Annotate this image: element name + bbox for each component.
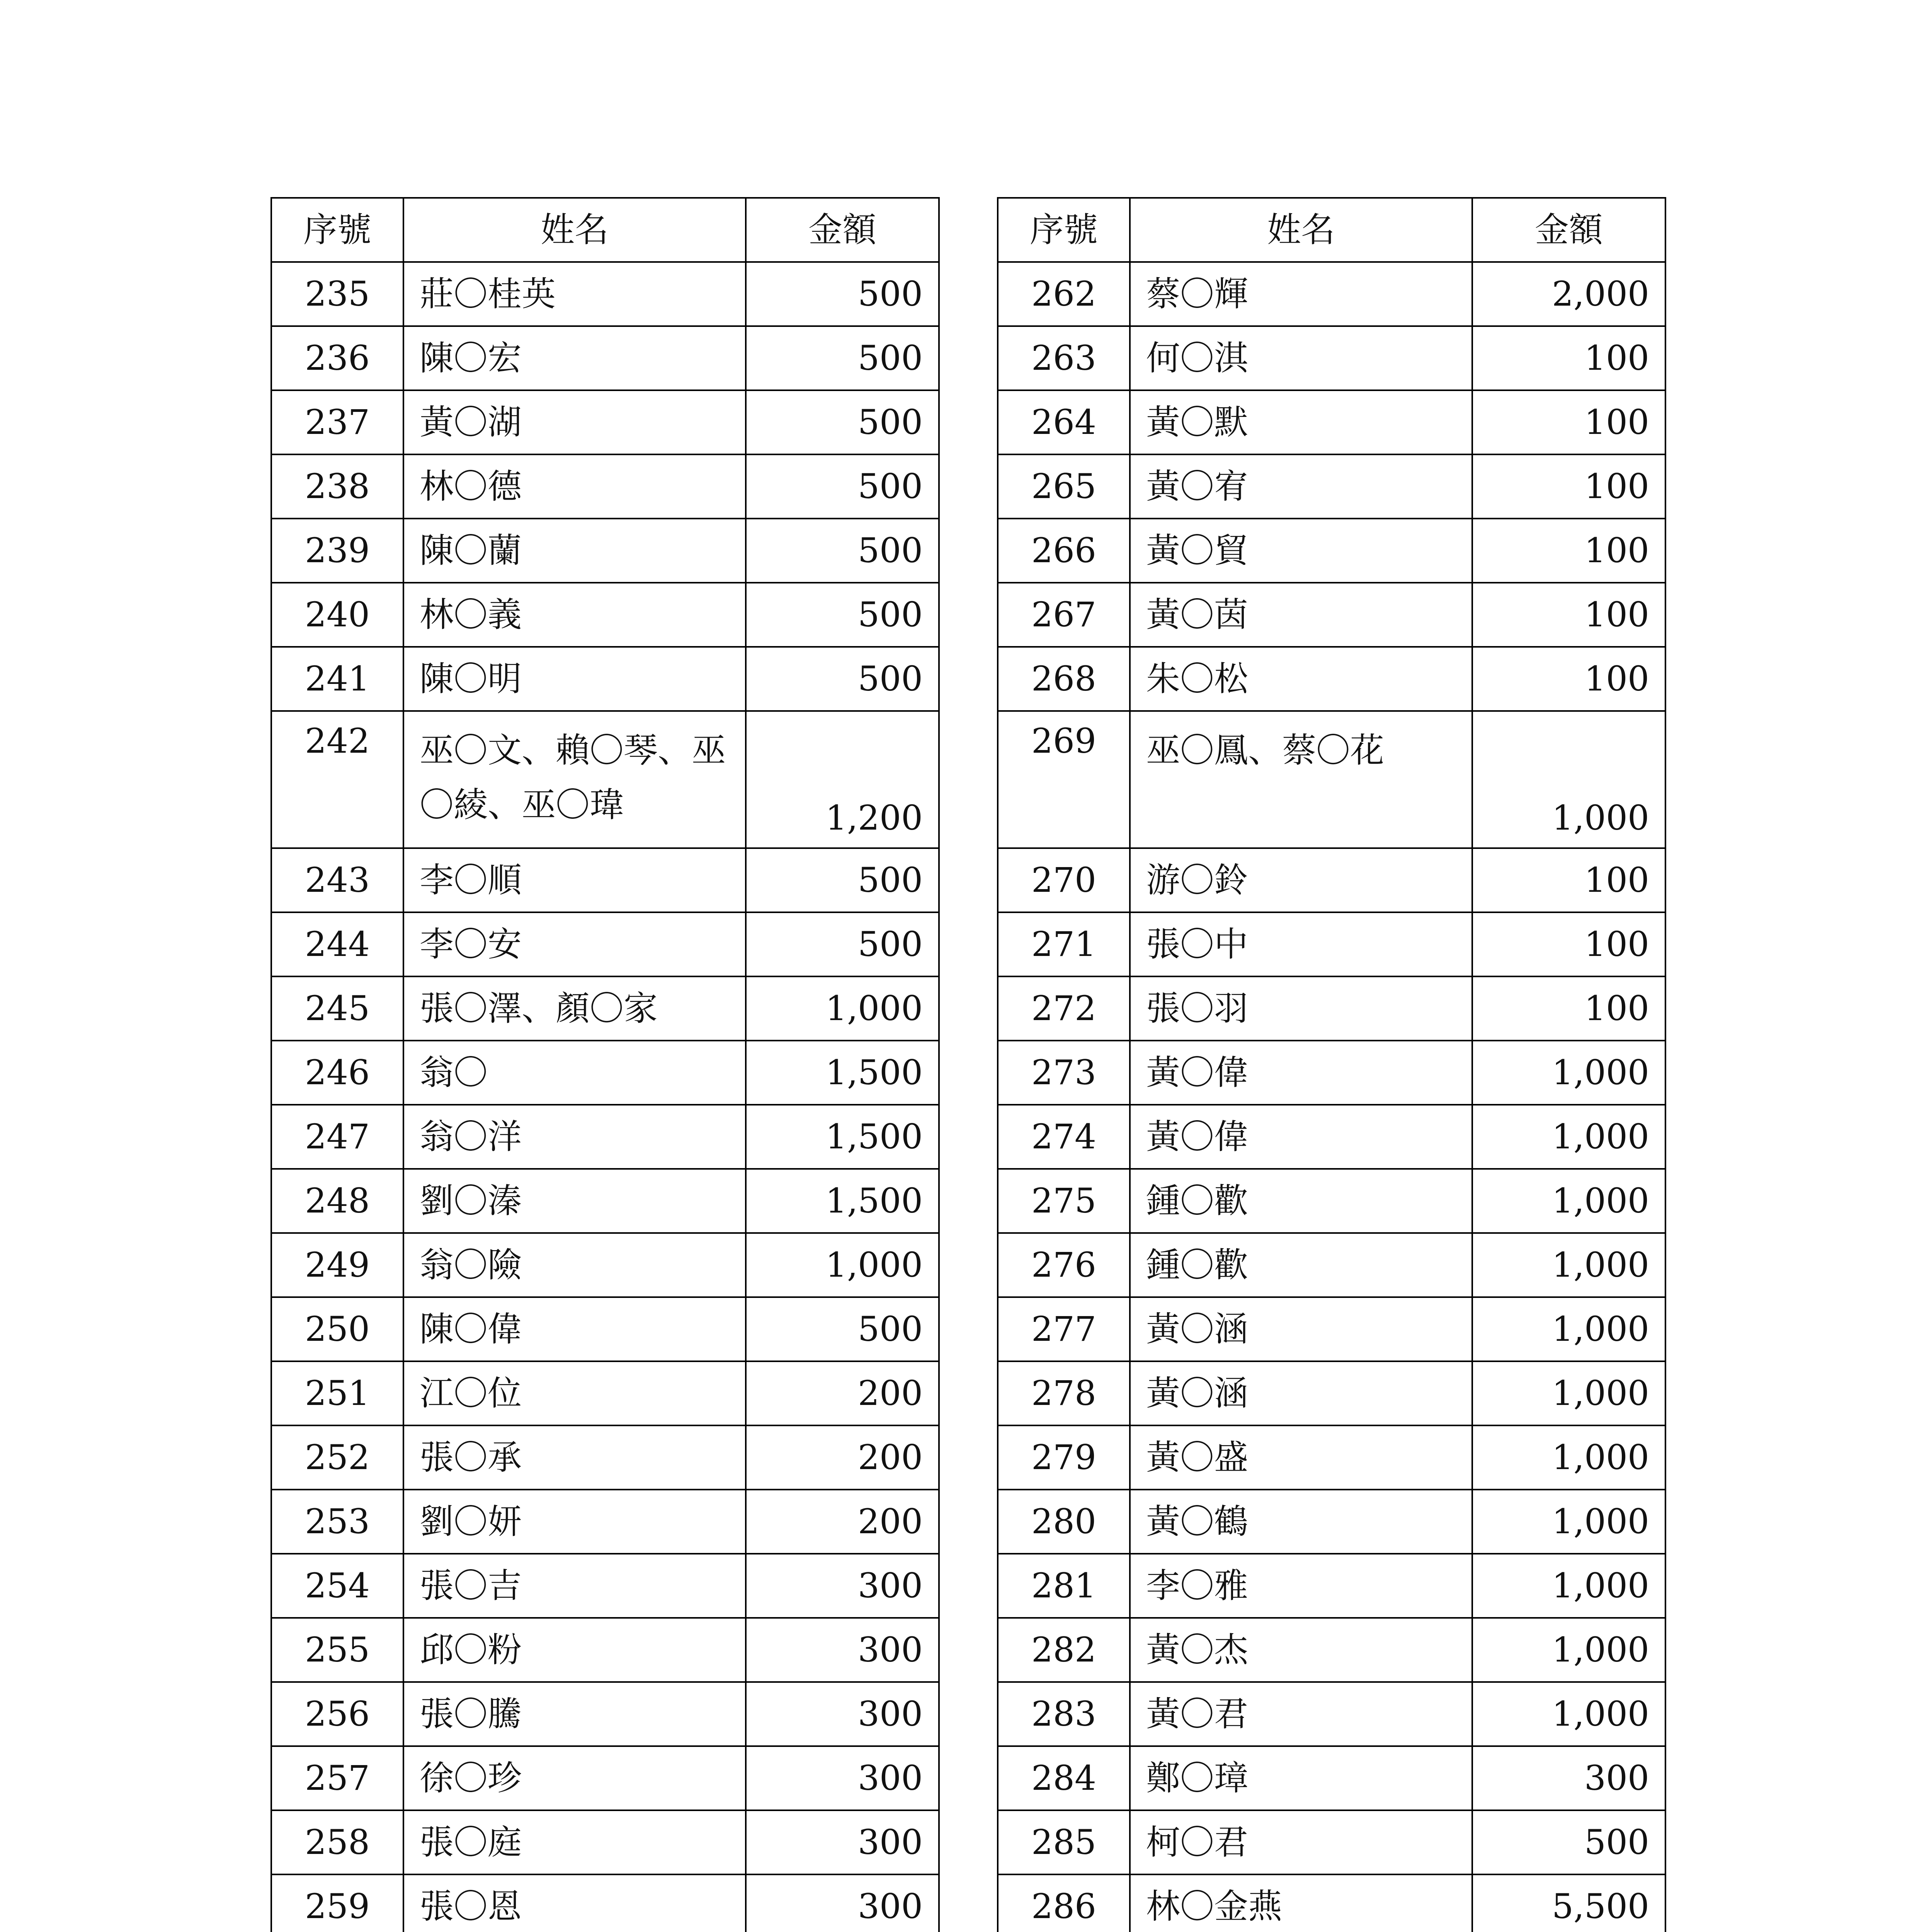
row-amount: 1,500 — [746, 1105, 939, 1169]
row-amount: 500 — [746, 326, 939, 390]
row-amount: 1,000 — [1472, 1169, 1665, 1233]
row-serial-number: 273 — [998, 1041, 1130, 1105]
row-donor-name: 陳〇蘭 — [403, 519, 746, 583]
header-amount: 金額 — [746, 198, 939, 262]
row-donor-name: 張〇騰 — [403, 1682, 746, 1746]
table-header-row — [998, 198, 1665, 262]
table-row — [998, 1618, 1665, 1682]
row-serial-number: 244 — [271, 912, 403, 976]
row-donor-name: 翁〇洋 — [403, 1105, 746, 1169]
row-serial-number: 286 — [998, 1874, 1130, 1932]
row-amount: 500 — [746, 390, 939, 454]
table-row — [998, 1169, 1665, 1233]
row-amount: 1,000 — [1472, 1554, 1665, 1618]
row-donor-name: 張〇恩 — [403, 1874, 746, 1932]
row-serial-number: 283 — [998, 1682, 1130, 1746]
row-donor-name: 鍾〇歡 — [1130, 1169, 1472, 1233]
header-name: 姓名 — [1130, 198, 1472, 262]
table-row — [998, 1810, 1665, 1874]
table-row — [998, 326, 1665, 390]
row-donor-name: 莊〇桂英 — [403, 262, 746, 326]
table-row — [271, 1618, 939, 1682]
table-row — [998, 1041, 1665, 1105]
table-row — [271, 262, 939, 326]
table-row — [271, 326, 939, 390]
table-row — [271, 583, 939, 647]
row-donor-name: 巫〇文、賴〇琴、巫〇綾、巫〇瑋 — [403, 711, 746, 848]
table-header-row — [271, 198, 939, 262]
row-serial-number: 248 — [271, 1169, 403, 1233]
table-row — [271, 647, 939, 711]
table-row — [271, 1874, 939, 1932]
row-amount: 500 — [1472, 1810, 1665, 1874]
row-amount: 1,000 — [1472, 1233, 1665, 1297]
row-donor-name: 張〇吉 — [403, 1554, 746, 1618]
row-donor-name: 黃〇默 — [1130, 390, 1472, 454]
row-serial-number: 268 — [998, 647, 1130, 711]
donation-table-right — [997, 197, 1666, 1932]
row-amount: 100 — [1472, 390, 1665, 454]
row-donor-name: 陳〇明 — [403, 647, 746, 711]
row-donor-name: 邱〇粉 — [403, 1618, 746, 1682]
row-serial-number: 285 — [998, 1810, 1130, 1874]
row-serial-number: 275 — [998, 1169, 1130, 1233]
row-donor-name: 陳〇宏 — [403, 326, 746, 390]
row-amount: 1,000 — [1472, 1297, 1665, 1361]
table-row — [998, 1425, 1665, 1490]
header-serial-number: 序號 — [998, 198, 1130, 262]
row-serial-number: 239 — [271, 519, 403, 583]
row-amount: 1,000 — [746, 976, 939, 1041]
row-amount: 5,500 — [1472, 1874, 1665, 1932]
row-amount: 1,000 — [1472, 1361, 1665, 1425]
row-amount: 200 — [746, 1490, 939, 1554]
row-donor-name: 黃〇貿 — [1130, 519, 1472, 583]
row-serial-number: 272 — [998, 976, 1130, 1041]
row-donor-name: 張〇承 — [403, 1425, 746, 1490]
row-amount: 1,500 — [746, 1041, 939, 1105]
donation-table-left — [270, 197, 940, 1932]
row-serial-number: 245 — [271, 976, 403, 1041]
header-amount: 金額 — [1472, 198, 1665, 262]
row-serial-number: 266 — [998, 519, 1130, 583]
header-serial-number: 序號 — [271, 198, 403, 262]
row-serial-number: 277 — [998, 1297, 1130, 1361]
row-amount: 300 — [746, 1746, 939, 1810]
row-donor-name: 翁〇 — [403, 1041, 746, 1105]
row-amount: 100 — [1472, 519, 1665, 583]
row-donor-name: 張〇庭 — [403, 1810, 746, 1874]
table-row — [998, 1490, 1665, 1554]
row-donor-name: 黃〇宥 — [1130, 454, 1472, 519]
row-serial-number: 247 — [271, 1105, 403, 1169]
table-row — [998, 262, 1665, 326]
table-row — [271, 1682, 939, 1746]
table-row — [998, 390, 1665, 454]
table-row — [998, 1682, 1665, 1746]
row-donor-name: 黃〇鶴 — [1130, 1490, 1472, 1554]
row-amount: 1,000 — [1472, 711, 1665, 848]
row-serial-number: 262 — [998, 262, 1130, 326]
row-donor-name: 李〇順 — [403, 848, 746, 912]
row-serial-number: 282 — [998, 1618, 1130, 1682]
table-row — [271, 976, 939, 1041]
table-row — [271, 1490, 939, 1554]
table-row — [271, 454, 939, 519]
table-row — [271, 1425, 939, 1490]
table-row — [998, 711, 1665, 848]
row-donor-name: 張〇中 — [1130, 912, 1472, 976]
row-amount: 1,000 — [1472, 1490, 1665, 1554]
row-serial-number: 264 — [998, 390, 1130, 454]
row-donor-name: 鍾〇歡 — [1130, 1233, 1472, 1297]
row-amount: 200 — [746, 1425, 939, 1490]
row-serial-number: 240 — [271, 583, 403, 647]
row-amount: 100 — [1472, 326, 1665, 390]
donation-table-left-body — [271, 262, 939, 1932]
header-name: 姓名 — [403, 198, 746, 262]
table-row — [271, 848, 939, 912]
row-donor-name: 黃〇杰 — [1130, 1618, 1472, 1682]
table-row — [271, 1169, 939, 1233]
row-amount: 100 — [1472, 976, 1665, 1041]
table-row — [998, 519, 1665, 583]
table-row — [271, 711, 939, 848]
row-serial-number: 269 — [998, 711, 1130, 848]
row-serial-number: 271 — [998, 912, 1130, 976]
row-amount: 100 — [1472, 848, 1665, 912]
row-amount: 300 — [1472, 1746, 1665, 1810]
row-donor-name: 游〇鈴 — [1130, 848, 1472, 912]
row-amount: 1,000 — [1472, 1105, 1665, 1169]
row-donor-name: 黃〇君 — [1130, 1682, 1472, 1746]
row-amount: 1,000 — [1472, 1618, 1665, 1682]
row-donor-name: 翁〇險 — [403, 1233, 746, 1297]
table-row — [998, 1297, 1665, 1361]
row-donor-name: 鄭〇璋 — [1130, 1746, 1472, 1810]
row-amount: 300 — [746, 1874, 939, 1932]
table-row — [271, 1361, 939, 1425]
row-donor-name: 林〇德 — [403, 454, 746, 519]
row-amount: 1,500 — [746, 1169, 939, 1233]
row-donor-name: 黃〇湖 — [403, 390, 746, 454]
row-amount: 100 — [1472, 454, 1665, 519]
row-donor-name: 劉〇溱 — [403, 1169, 746, 1233]
table-row — [271, 1810, 939, 1874]
row-donor-name: 黃〇偉 — [1130, 1105, 1472, 1169]
table-row — [998, 454, 1665, 519]
row-amount: 2,000 — [1472, 262, 1665, 326]
row-amount: 1,000 — [1472, 1682, 1665, 1746]
row-serial-number: 255 — [271, 1618, 403, 1682]
row-donor-name: 林〇金燕 — [1130, 1874, 1472, 1932]
row-donor-name: 林〇義 — [403, 583, 746, 647]
row-serial-number: 256 — [271, 1682, 403, 1746]
table-row — [998, 1554, 1665, 1618]
table-row — [998, 647, 1665, 711]
row-amount: 300 — [746, 1554, 939, 1618]
row-amount: 1,000 — [1472, 1425, 1665, 1490]
row-serial-number: 254 — [271, 1554, 403, 1618]
row-amount: 500 — [746, 1297, 939, 1361]
row-serial-number: 281 — [998, 1554, 1130, 1618]
row-amount: 300 — [746, 1682, 939, 1746]
row-serial-number: 274 — [998, 1105, 1130, 1169]
table-row — [271, 390, 939, 454]
row-amount: 300 — [746, 1618, 939, 1682]
table-row — [998, 1746, 1665, 1810]
row-amount: 100 — [1472, 912, 1665, 976]
row-amount: 500 — [746, 647, 939, 711]
row-donor-name: 劉〇妍 — [403, 1490, 746, 1554]
row-donor-name: 黃〇涵 — [1130, 1297, 1472, 1361]
row-serial-number: 270 — [998, 848, 1130, 912]
row-serial-number: 236 — [271, 326, 403, 390]
table-row — [271, 1297, 939, 1361]
table-row — [271, 1041, 939, 1105]
table-row — [998, 976, 1665, 1041]
row-serial-number: 235 — [271, 262, 403, 326]
table-row — [998, 1105, 1665, 1169]
table-row — [998, 583, 1665, 647]
row-serial-number: 243 — [271, 848, 403, 912]
row-donor-name: 朱〇松 — [1130, 647, 1472, 711]
row-serial-number: 238 — [271, 454, 403, 519]
row-amount: 500 — [746, 583, 939, 647]
row-serial-number: 246 — [271, 1041, 403, 1105]
row-donor-name: 黃〇偉 — [1130, 1041, 1472, 1105]
table-row — [271, 912, 939, 976]
table-row — [271, 1554, 939, 1618]
row-amount: 500 — [746, 262, 939, 326]
table-row — [271, 1105, 939, 1169]
row-amount: 100 — [1472, 583, 1665, 647]
table-row — [998, 848, 1665, 912]
row-serial-number: 249 — [271, 1233, 403, 1297]
row-serial-number: 237 — [271, 390, 403, 454]
row-donor-name: 黃〇茵 — [1130, 583, 1472, 647]
row-donor-name: 江〇位 — [403, 1361, 746, 1425]
row-amount: 500 — [746, 848, 939, 912]
row-serial-number: 284 — [998, 1746, 1130, 1810]
row-amount: 1,000 — [1472, 1041, 1665, 1105]
row-amount: 500 — [746, 454, 939, 519]
row-donor-name: 陳〇偉 — [403, 1297, 746, 1361]
row-serial-number: 276 — [998, 1233, 1130, 1297]
row-donor-name: 李〇雅 — [1130, 1554, 1472, 1618]
row-amount: 100 — [1472, 647, 1665, 711]
row-serial-number: 280 — [998, 1490, 1130, 1554]
row-amount: 500 — [746, 519, 939, 583]
row-donor-name: 徐〇珍 — [403, 1746, 746, 1810]
row-serial-number: 253 — [271, 1490, 403, 1554]
row-serial-number: 259 — [271, 1874, 403, 1932]
row-serial-number: 241 — [271, 647, 403, 711]
row-serial-number: 263 — [998, 326, 1130, 390]
row-donor-name: 李〇安 — [403, 912, 746, 976]
row-amount: 1,000 — [746, 1233, 939, 1297]
row-serial-number: 265 — [998, 454, 1130, 519]
row-donor-name: 黃〇涵 — [1130, 1361, 1472, 1425]
table-row — [998, 1233, 1665, 1297]
table-row — [998, 912, 1665, 976]
row-serial-number: 257 — [271, 1746, 403, 1810]
row-serial-number: 250 — [271, 1297, 403, 1361]
row-donor-name: 何〇淇 — [1130, 326, 1472, 390]
row-donor-name: 張〇羽 — [1130, 976, 1472, 1041]
row-serial-number: 252 — [271, 1425, 403, 1490]
row-serial-number: 242 — [271, 711, 403, 848]
row-amount: 1,200 — [746, 711, 939, 848]
row-amount: 200 — [746, 1361, 939, 1425]
row-amount: 500 — [746, 912, 939, 976]
table-row — [998, 1874, 1665, 1932]
donation-table-right-body — [998, 262, 1665, 1932]
table-row — [998, 1361, 1665, 1425]
table-row — [271, 1746, 939, 1810]
row-serial-number: 267 — [998, 583, 1130, 647]
row-donor-name: 蔡〇輝 — [1130, 262, 1472, 326]
row-serial-number: 278 — [998, 1361, 1130, 1425]
row-serial-number: 258 — [271, 1810, 403, 1874]
row-amount: 300 — [746, 1810, 939, 1874]
table-row — [271, 1233, 939, 1297]
row-donor-name: 黃〇盛 — [1130, 1425, 1472, 1490]
row-donor-name: 柯〇君 — [1130, 1810, 1472, 1874]
table-row — [271, 519, 939, 583]
row-serial-number: 251 — [271, 1361, 403, 1425]
row-serial-number: 279 — [998, 1425, 1130, 1490]
row-donor-name: 張〇澤、顏〇家 — [403, 976, 746, 1041]
row-donor-name: 巫〇鳳、蔡〇花 — [1130, 711, 1472, 848]
